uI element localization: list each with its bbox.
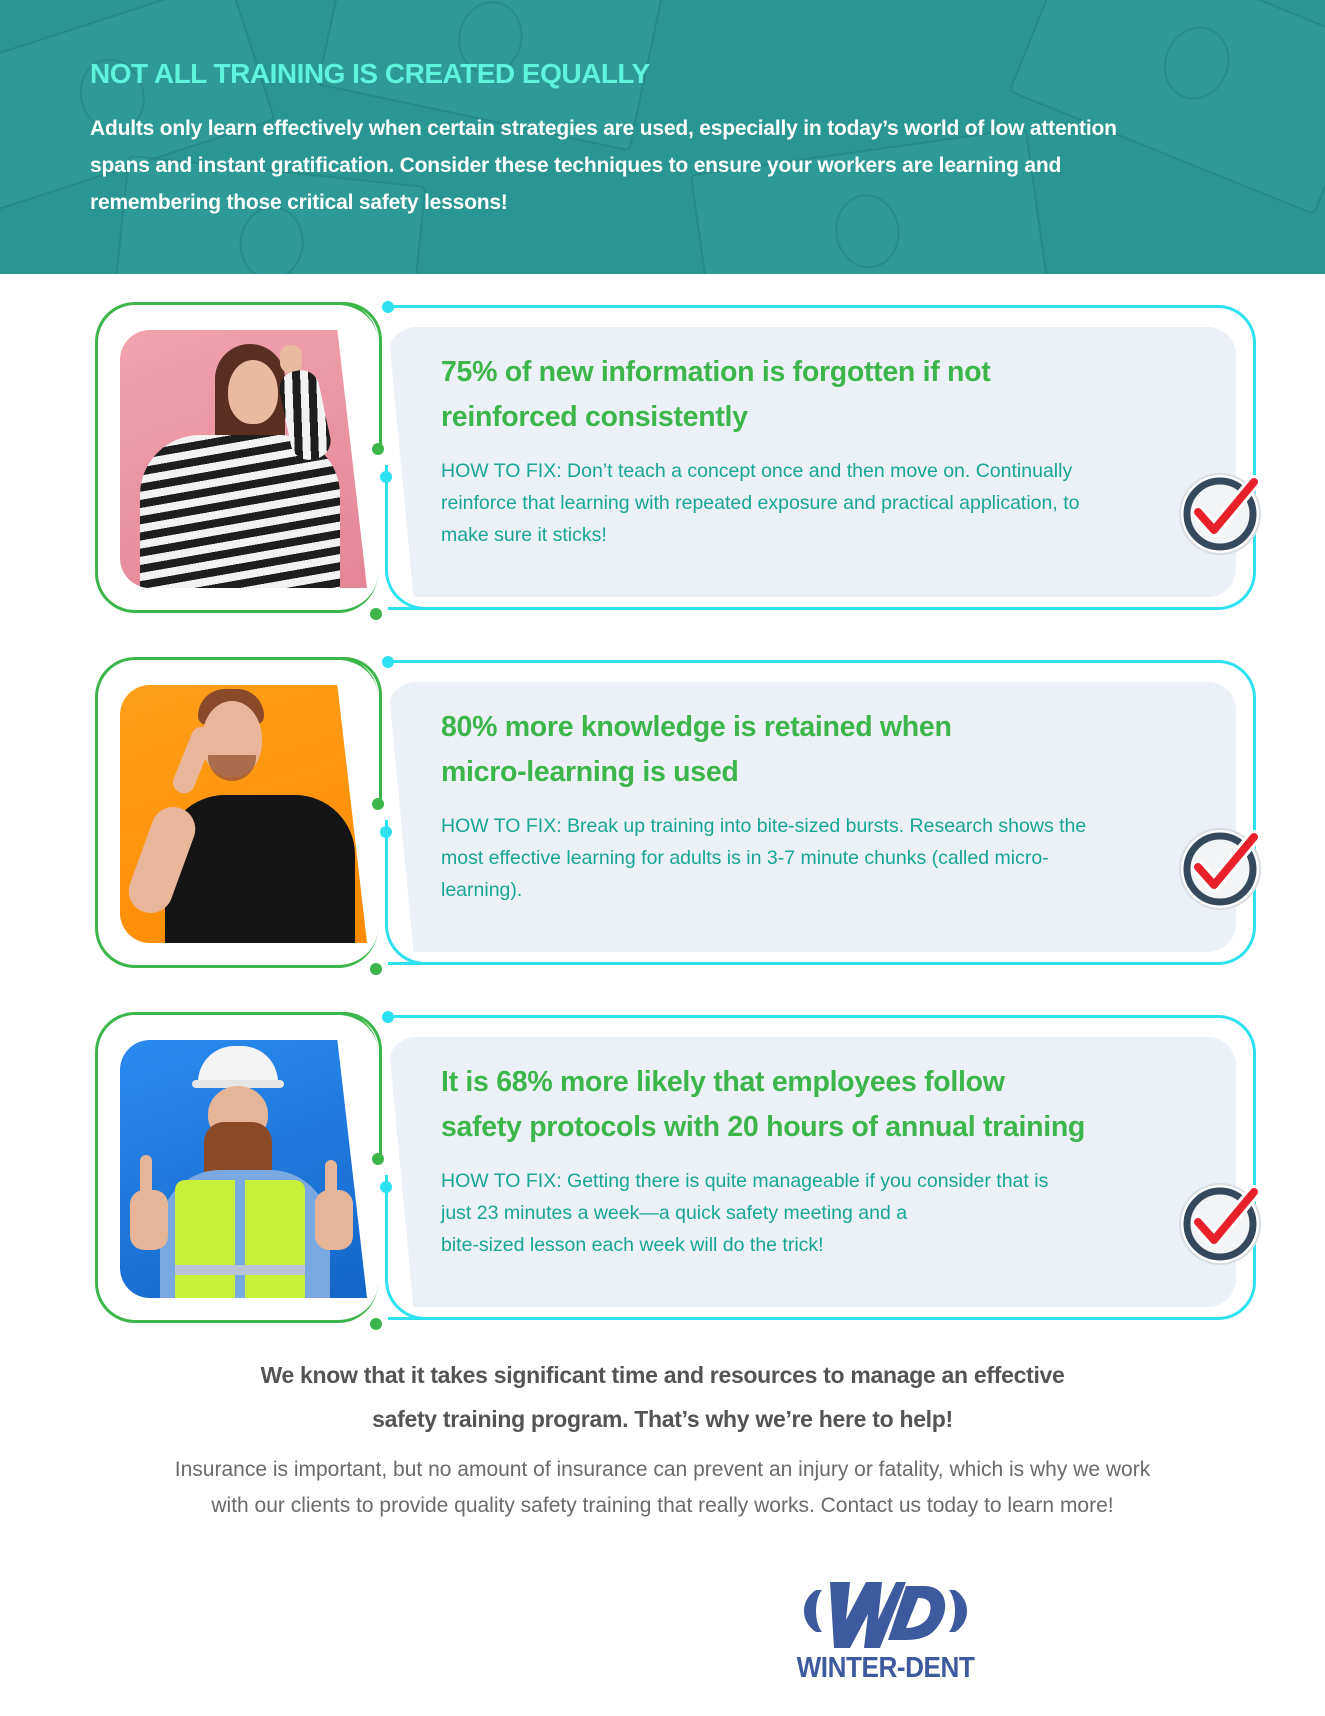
checkmark-badge-icon (1178, 823, 1266, 911)
stat-line: It is 68% more likely that employees follow (441, 1066, 1005, 1098)
intro-line: Adults only learn effectively when certain strategies are used, especially in today’s world of low attention (90, 117, 1117, 140)
intro-text (90, 110, 1220, 221)
closing-line: We know that it takes significant time and resources to manage an effective (260, 1362, 1065, 1388)
stat-line: 75% of new information is forgotten if not (441, 356, 991, 388)
body-line: with our clients to provide quality safety training that really works. Contact us today to learn more! (211, 1494, 1114, 1517)
connector-dot (372, 798, 384, 810)
stat-line: reinforced consistently (441, 401, 748, 433)
stat-headline (441, 350, 1141, 440)
checkmark-badge-icon (1178, 468, 1266, 556)
fix-line: make sure it sticks! (441, 524, 607, 546)
logo-wordmark: WINTER-DENT (796, 1652, 975, 1684)
tip-card-1 (0, 290, 1325, 610)
connector-dot (380, 826, 392, 838)
contact-paragraph (0, 1452, 1325, 1524)
connector-dot (370, 608, 382, 620)
how-to-fix-text (441, 810, 1181, 906)
connector-dot (382, 301, 394, 313)
connector-dot (382, 656, 394, 668)
header-banner (0, 0, 1325, 274)
fix-line: HOW TO FIX: Don’t teach a concept once and then move on. Continually (441, 460, 1073, 482)
connector-dot (370, 963, 382, 975)
photo-worker-hard-hat (120, 1040, 367, 1298)
intro-line: spans and instant gratification. Consider these techniques to ensure your workers are learning and (90, 154, 1062, 177)
intro-line: remembering those critical safety lessons! (90, 191, 508, 214)
tip-card-2 (0, 645, 1325, 965)
tip-card-3 (0, 1000, 1325, 1320)
stat-line: safety protocols with 20 hours of annual training (441, 1111, 1086, 1143)
connector-dot (372, 443, 384, 455)
body-line: Insurance is important, but no amount of insurance can prevent an injury or fatality, which is why we work (174, 1458, 1151, 1481)
fix-line: HOW TO FIX: Getting there is quite manageable if you consider that is (441, 1170, 1049, 1192)
how-to-fix-text (441, 1165, 1181, 1261)
closing-statement (0, 1353, 1325, 1441)
photo-man-black-tshirt (120, 685, 367, 943)
stat-headline (441, 1060, 1141, 1150)
checkmark-badge-icon (1178, 1178, 1266, 1266)
fix-line: bite-sized lesson each week will do the trick! (441, 1234, 824, 1256)
stat-line: micro-learning is used (441, 756, 739, 788)
connector-dot (370, 1318, 382, 1330)
wd-monogram-icon (778, 1560, 993, 1655)
fix-line: learning). (441, 879, 523, 901)
connector-dot (380, 471, 392, 483)
connector-dot (372, 1153, 384, 1165)
stat-headline (441, 705, 1141, 795)
connector-dot (382, 1011, 394, 1023)
fix-line: just 23 minutes a week—a quick safety meeting and a (441, 1202, 908, 1224)
photo-woman-striped-shirt (120, 330, 367, 588)
winter-dent-logo (778, 1560, 993, 1690)
page-title: NOT ALL TRAINING IS CREATED EQUALLY (90, 58, 650, 89)
fix-line: reinforce that learning with repeated exposure and practical application, to (441, 492, 1080, 514)
closing-line: safety training program. That’s why we’re here to help! (372, 1406, 953, 1432)
fix-line: HOW TO FIX: Break up training into bite-sized bursts. Research shows the (441, 815, 1087, 837)
stat-line: 80% more knowledge is retained when (441, 711, 952, 743)
connector-dot (380, 1181, 392, 1193)
fix-line: most effective learning for adults is in 3-7 minute chunks (called micro- (441, 847, 1049, 869)
how-to-fix-text (441, 455, 1181, 551)
